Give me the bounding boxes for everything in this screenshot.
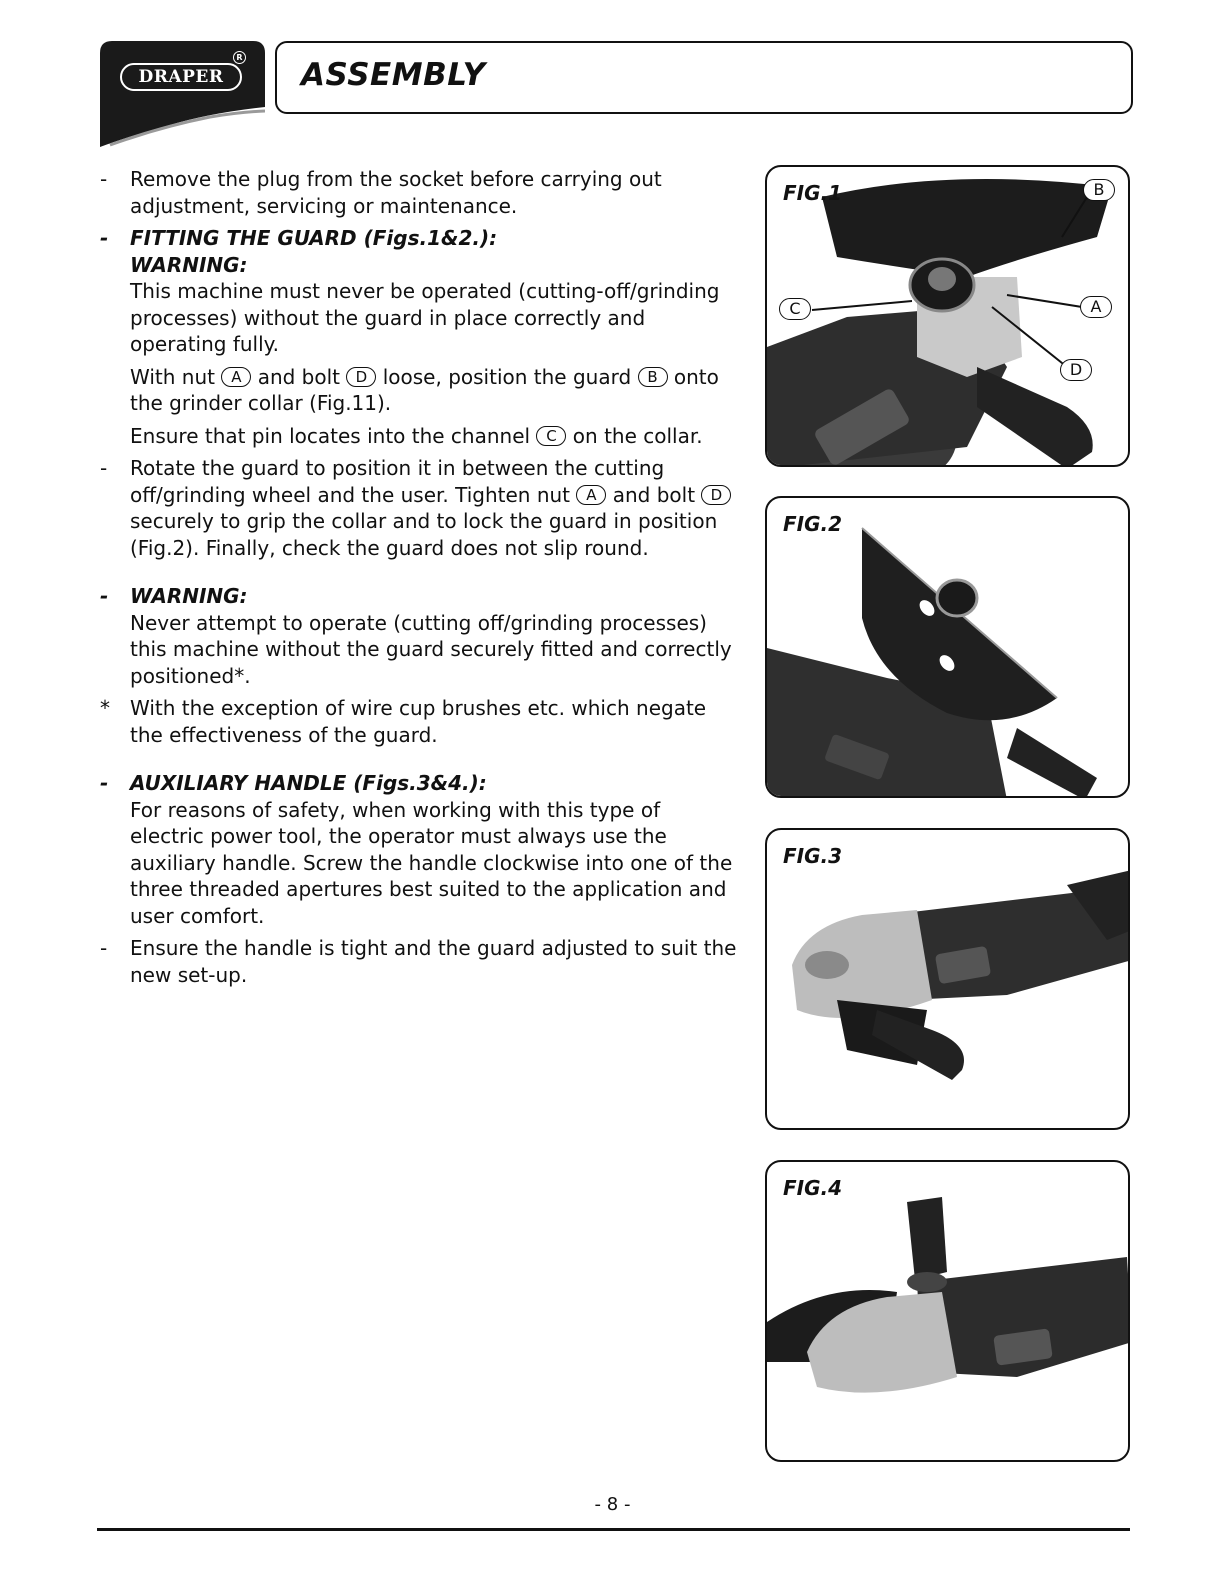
instruction-position-guard: With nut A and bolt D loose, position the guard B onto the grinder collar (Fig.11). [130,364,719,415]
bullet: - [100,456,108,480]
warning-text: Never attempt to operate (cutting off/grinding processes) this machine without the guard securely fitted and correctly positioned*. [130,610,732,688]
grinder-guard-fitted-illustration [767,498,1130,798]
page-title: ASSEMBLY [301,57,486,93]
bullet: - [100,167,108,191]
bullet: - [100,771,109,795]
callout-b: B [638,367,668,387]
instruction-rotate-guard: - Rotate the guard to position it in between the cutting off/grinding wheel and the user. Tighten nut A and bolt D securely to grip the collar and to lock the guard in position (Fig.2). Finally, check the guard does not slip round. [100,455,740,561]
callout-a: A [576,485,606,505]
brand-logo-text: DRAPER [120,63,242,91]
callout-d: D [346,367,376,387]
instruction-text: For reasons of safety, when working with this type of electric power tool, the operator must always use the auxiliary handle. Screw the handle clockwise into one of the three threaded apertures best suited to the application and user comfort. [130,797,733,928]
figure-label: FIG.1 [783,181,843,205]
callout-d: D [701,485,731,505]
brand-logo-block [100,41,265,147]
note-exception: * With the exception of wire cup brushes etc. which negate the effectiveness of the guard. [100,696,707,747]
instruction-ensure-handle: - Ensure the handle is tight and the guard adjusted to suit the new set-up. [100,936,737,987]
warning-text: This machine must never be operated (cutting-off/grinding processes) without the guard in place correctly and operating fully. [130,279,720,356]
page-number: - 8 - [594,1494,631,1515]
grinder-handle-top-illustration [767,1162,1130,1462]
bullet: - [100,936,108,960]
point-label-a: A [1080,296,1112,318]
section-title-box [275,41,1133,114]
figure-3 [765,828,1130,1130]
figure-label: FIG.2 [783,512,843,536]
registered-mark: R [233,51,246,64]
grinder-guard-illustration [767,167,1130,467]
point-label-d: D [1060,359,1092,381]
point-label-b: B [1083,179,1115,201]
instruction-text: Remove the plug from the socket before carrying out adjustment, servicing or maintenance. [130,167,662,218]
instructions-column [100,166,740,988]
bullet: - [100,584,109,608]
asterisk: * [100,696,110,720]
warning-heading: WARNING: [130,252,248,277]
section-auxiliary-handle [100,770,740,929]
grinder-side-illustration [767,830,1130,1130]
figure-2 [765,496,1130,798]
figure-label: FIG.4 [783,1176,843,1200]
instruction-remove-plug [100,166,740,219]
point-label-c: C [779,298,811,320]
figure-1 [765,165,1130,467]
section-heading-fitting-guard: FITTING THE GUARD (Figs.1&2.): [130,226,498,250]
figure-4 [765,1160,1130,1462]
bullet: - [100,226,109,250]
section-warning [100,583,740,689]
footer-rule [97,1528,1130,1531]
section-heading-auxiliary-handle: AUXILIARY HANDLE (Figs.3&4.): [130,771,487,795]
section-fitting-guard [100,225,740,449]
callout-c: C [536,426,566,446]
figure-label: FIG.3 [783,844,843,868]
callout-a: A [221,367,251,387]
warning-heading: WARNING: [130,584,248,608]
instruction-pin-channel: Ensure that pin locates into the channel C on the collar. [130,423,703,448]
